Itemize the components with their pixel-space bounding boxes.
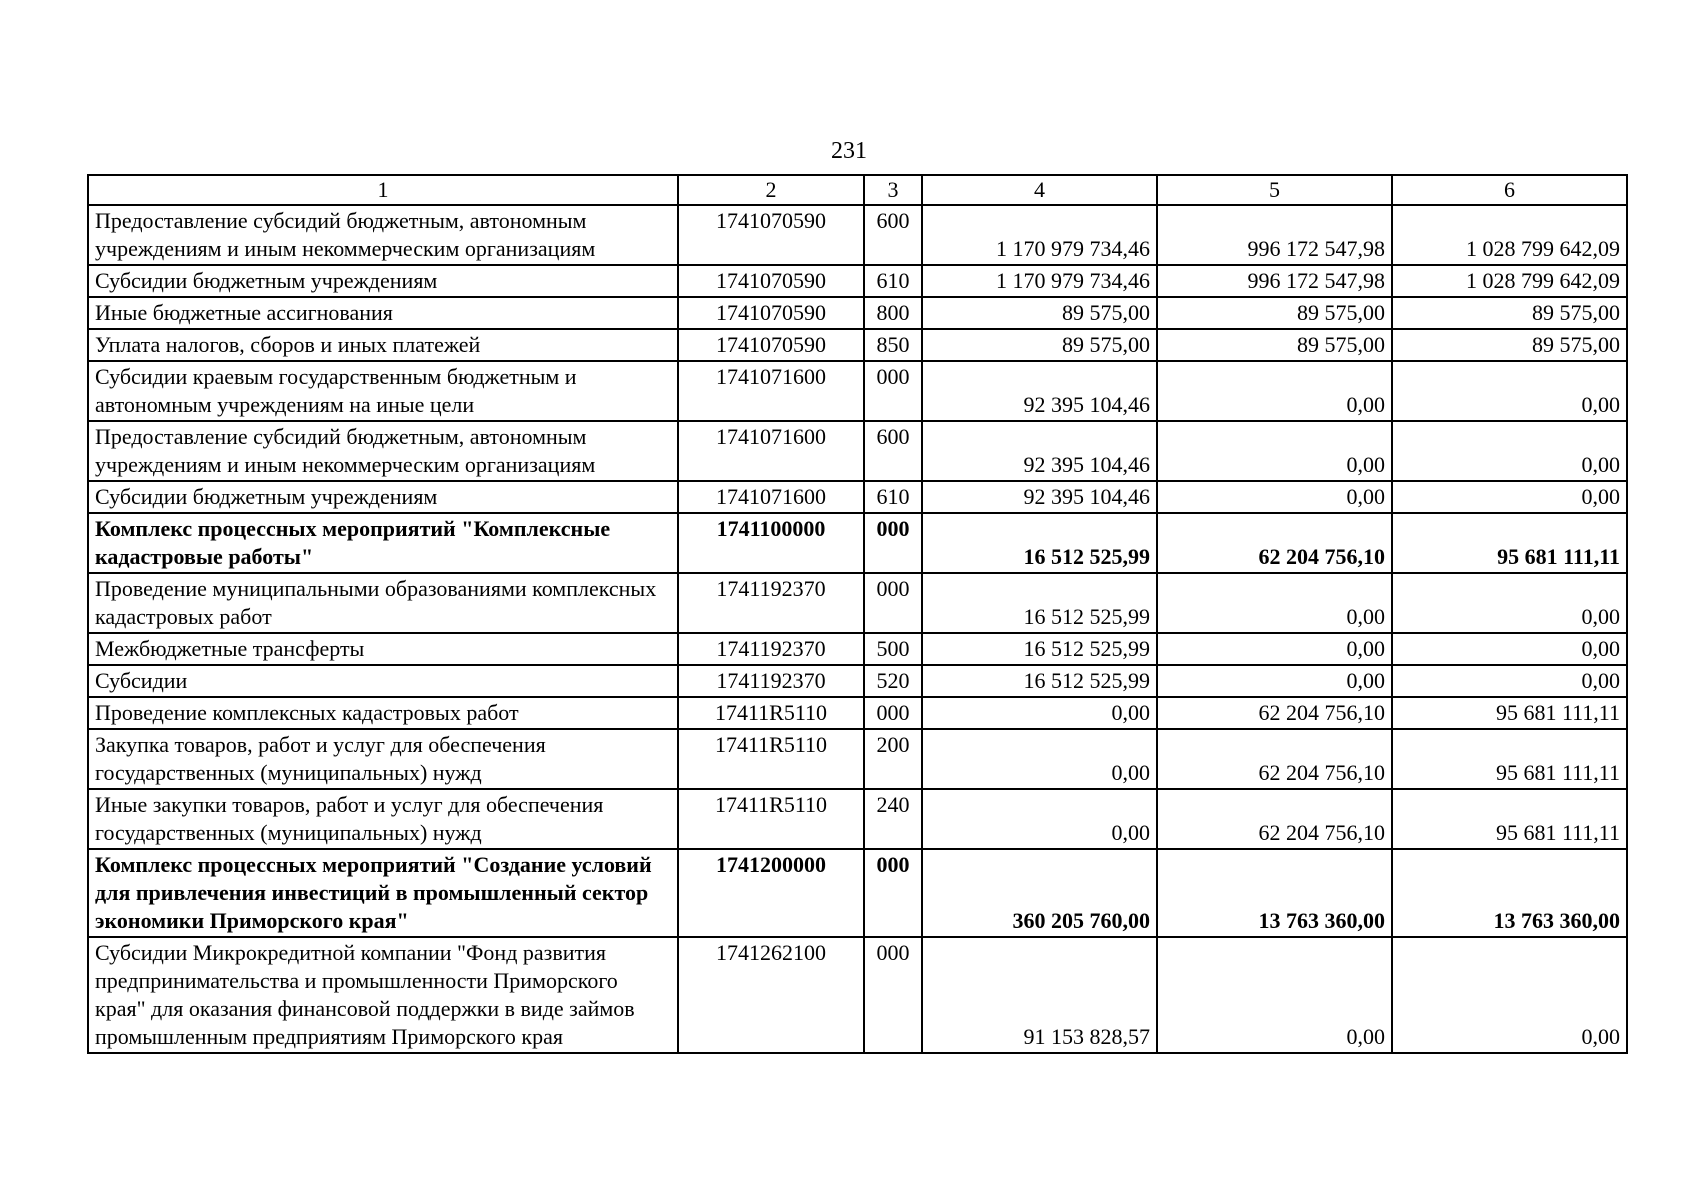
row-code: 1741192370: [678, 633, 864, 665]
row-value-col5: 62 204 756,10: [1157, 729, 1392, 789]
row-value-col5: 89 575,00: [1157, 329, 1392, 361]
row-expense-type: 850: [864, 329, 922, 361]
row-name: Иные бюджетные ассигнования: [88, 297, 678, 329]
row-name: Субсидии Микрокредитной компании "Фонд развития предпринимательства и промышленности Приморского края" для оказания финансовой поддержки в виде займов промышленным предприятиям Приморского края: [88, 937, 678, 1053]
row-value-col6: 0,00: [1392, 481, 1627, 513]
row-expense-type: 600: [864, 421, 922, 481]
row-value-col5: 62 204 756,10: [1157, 697, 1392, 729]
row-value-col6: 13 763 360,00: [1392, 849, 1627, 937]
table-row: [88, 205, 1627, 265]
row-code: 1741070590: [678, 297, 864, 329]
table-row: [88, 361, 1627, 421]
row-code: 17411R5110: [678, 729, 864, 789]
page-number: 231: [831, 138, 867, 164]
row-value-col4: 16 512 525,99: [922, 665, 1157, 697]
row-name: Комплекс процессных мероприятий "Комплексные кадастровые работы": [88, 513, 678, 573]
row-value-col5: 0,00: [1157, 573, 1392, 633]
row-expense-type: 600: [864, 205, 922, 265]
table-row: [88, 729, 1627, 789]
row-value-col4: 0,00: [922, 697, 1157, 729]
row-value-col4: 92 395 104,46: [922, 421, 1157, 481]
row-value-col4: 1 170 979 734,46: [922, 265, 1157, 297]
table-row: [88, 297, 1627, 329]
row-code: 17411R5110: [678, 789, 864, 849]
row-value-col4: 92 395 104,46: [922, 481, 1157, 513]
row-name: Уплата налогов, сборов и иных платежей: [88, 329, 678, 361]
column-number-5: 5: [1157, 175, 1392, 205]
row-name: Субсидии: [88, 665, 678, 697]
table-row: [88, 697, 1627, 729]
row-name: Комплекс процессных мероприятий "Создание условий для привлечения инвестиций в промышленный сектор экономики Приморского края": [88, 849, 678, 937]
row-code: 1741070590: [678, 329, 864, 361]
row-value-col5: 996 172 547,98: [1157, 205, 1392, 265]
row-expense-type: 520: [864, 665, 922, 697]
table-row: [88, 481, 1627, 513]
row-expense-type: 000: [864, 361, 922, 421]
row-name: Предоставление субсидий бюджетным, автономным учреждениям и иным некоммерческим организациям: [88, 205, 678, 265]
row-value-col4: 16 512 525,99: [922, 573, 1157, 633]
row-code: 1741200000: [678, 849, 864, 937]
row-value-col4: 89 575,00: [922, 329, 1157, 361]
row-value-col5: 0,00: [1157, 421, 1392, 481]
table-row: [88, 789, 1627, 849]
row-value-col6: 0,00: [1392, 633, 1627, 665]
row-value-col6: 0,00: [1392, 421, 1627, 481]
row-expense-type: 500: [864, 633, 922, 665]
row-value-col6: 1 028 799 642,09: [1392, 205, 1627, 265]
row-code: 1741192370: [678, 573, 864, 633]
row-code: 1741100000: [678, 513, 864, 573]
row-value-col6: 0,00: [1392, 937, 1627, 1053]
table-row: [88, 633, 1627, 665]
row-value-col5: 0,00: [1157, 481, 1392, 513]
row-code: 17411R5110: [678, 697, 864, 729]
row-value-col6: 1 028 799 642,09: [1392, 265, 1627, 297]
row-value-col4: 92 395 104,46: [922, 361, 1157, 421]
column-number-1: 1: [88, 175, 678, 205]
column-number-2: 2: [678, 175, 864, 205]
row-value-col6: 0,00: [1392, 361, 1627, 421]
row-value-col5: 13 763 360,00: [1157, 849, 1392, 937]
table-row: [88, 329, 1627, 361]
row-value-col6: 95 681 111,11: [1392, 513, 1627, 573]
table-row: [88, 665, 1627, 697]
table-row: [88, 421, 1627, 481]
row-name: Предоставление субсидий бюджетным, автономным учреждениям и иным некоммерческим организациям: [88, 421, 678, 481]
table-row: [88, 849, 1627, 937]
row-value-col6: 95 681 111,11: [1392, 789, 1627, 849]
row-code: 1741071600: [678, 481, 864, 513]
row-name: Иные закупки товаров, работ и услуг для обеспечения государственных (муниципальных) нужд: [88, 789, 678, 849]
row-name: Субсидии бюджетным учреждениям: [88, 265, 678, 297]
table-row: [88, 265, 1627, 297]
row-value-col6: 95 681 111,11: [1392, 697, 1627, 729]
row-value-col5: 0,00: [1157, 665, 1392, 697]
row-code: 1741192370: [678, 665, 864, 697]
row-expense-type: 000: [864, 849, 922, 937]
row-value-col5: 62 204 756,10: [1157, 789, 1392, 849]
row-value-col6: 0,00: [1392, 665, 1627, 697]
row-value-col4: 16 512 525,99: [922, 633, 1157, 665]
table-row: [88, 513, 1627, 573]
budget-table-body: [88, 175, 1627, 1053]
row-value-col5: 0,00: [1157, 633, 1392, 665]
column-number-row: [88, 175, 1627, 205]
row-name: Закупка товаров, работ и услуг для обеспечения государственных (муниципальных) нужд: [88, 729, 678, 789]
row-expense-type: 000: [864, 573, 922, 633]
column-number-6: 6: [1392, 175, 1627, 205]
row-value-col4: 16 512 525,99: [922, 513, 1157, 573]
row-value-col4: 0,00: [922, 729, 1157, 789]
row-code: 1741071600: [678, 421, 864, 481]
row-expense-type: 000: [864, 513, 922, 573]
row-value-col6: 0,00: [1392, 573, 1627, 633]
row-expense-type: 000: [864, 937, 922, 1053]
row-code: 1741071600: [678, 361, 864, 421]
table-row: [88, 937, 1627, 1053]
budget-table: [87, 174, 1628, 1054]
row-value-col5: 0,00: [1157, 361, 1392, 421]
row-expense-type: 610: [864, 265, 922, 297]
row-value-col6: 95 681 111,11: [1392, 729, 1627, 789]
column-number-3: 3: [864, 175, 922, 205]
column-number-4: 4: [922, 175, 1157, 205]
row-value-col6: 89 575,00: [1392, 297, 1627, 329]
table-row: [88, 573, 1627, 633]
row-value-col4: 91 153 828,57: [922, 937, 1157, 1053]
row-expense-type: 240: [864, 789, 922, 849]
row-value-col5: 996 172 547,98: [1157, 265, 1392, 297]
row-code: 1741070590: [678, 205, 864, 265]
row-value-col4: 89 575,00: [922, 297, 1157, 329]
row-name: Проведение муниципальными образованиями комплексных кадастровых работ: [88, 573, 678, 633]
row-value-col4: 1 170 979 734,46: [922, 205, 1157, 265]
row-expense-type: 000: [864, 697, 922, 729]
row-value-col4: 360 205 760,00: [922, 849, 1157, 937]
row-expense-type: 800: [864, 297, 922, 329]
row-code: 1741070590: [678, 265, 864, 297]
row-code: 1741262100: [678, 937, 864, 1053]
row-name: Проведение комплексных кадастровых работ: [88, 697, 678, 729]
row-name: Субсидии бюджетным учреждениям: [88, 481, 678, 513]
row-name: Межбюджетные трансферты: [88, 633, 678, 665]
row-value-col4: 0,00: [922, 789, 1157, 849]
row-expense-type: 610: [864, 481, 922, 513]
row-name: Субсидии краевым государственным бюджетным и автономным учреждениям на иные цели: [88, 361, 678, 421]
row-value-col6: 89 575,00: [1392, 329, 1627, 361]
row-value-col5: 62 204 756,10: [1157, 513, 1392, 573]
row-expense-type: 200: [864, 729, 922, 789]
row-value-col5: 0,00: [1157, 937, 1392, 1053]
row-value-col5: 89 575,00: [1157, 297, 1392, 329]
